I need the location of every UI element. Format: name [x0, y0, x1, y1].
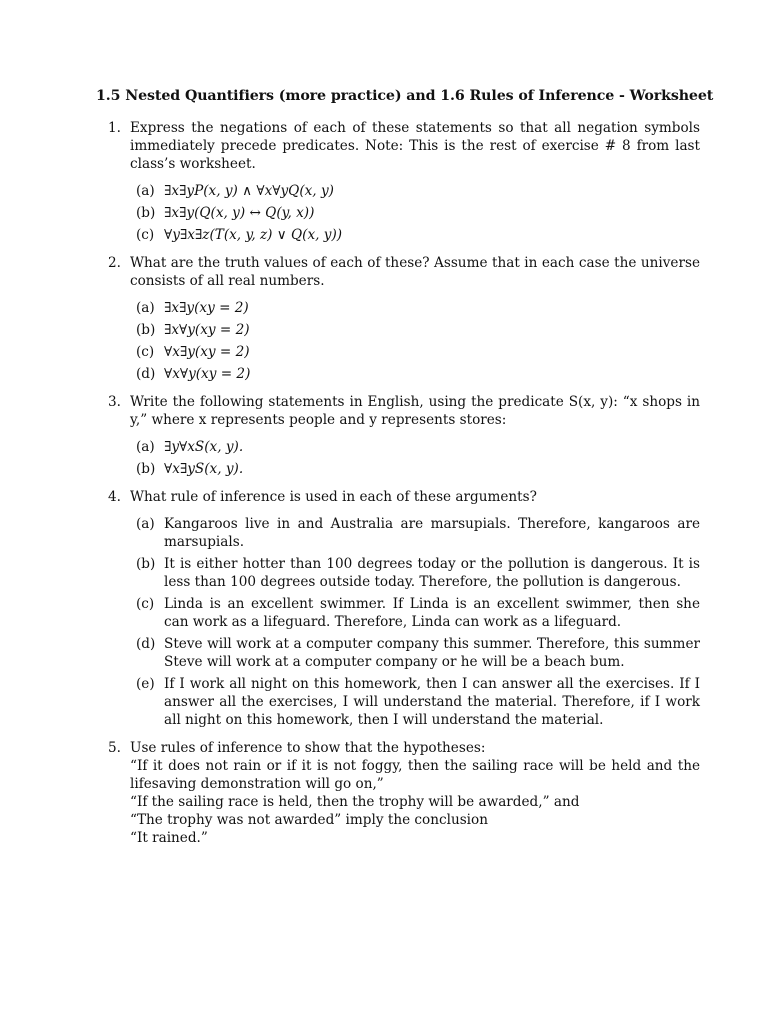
subpart-label: (a) — [136, 439, 155, 455]
subpart-item — [130, 635, 700, 671]
subpart-label: (c) — [136, 344, 155, 360]
subpart-text: ∀x∀y(xy = 2) — [164, 366, 251, 382]
subpart-list — [130, 515, 700, 729]
problem-number: 5. — [108, 740, 121, 756]
subpart-item — [130, 343, 700, 361]
subpart-list — [130, 299, 700, 383]
subpart-text: ∀x∃y(xy = 2) — [164, 344, 250, 360]
subpart-text: ∃x∀y(xy = 2) — [164, 322, 250, 338]
subpart-item — [130, 460, 700, 478]
subpart-item — [130, 299, 700, 317]
subpart-item — [130, 204, 700, 222]
subpart-list — [130, 438, 700, 478]
subpart-item — [130, 555, 700, 591]
subpart-item — [130, 675, 700, 729]
subpart-list — [130, 182, 700, 244]
subpart-item — [130, 182, 700, 200]
hypothesis-line: “If the sailing race is held, then the trophy will be awarded,” and — [130, 794, 580, 810]
problem-prompt: Write the following statements in English, using the predicate S(x, y): “x shops in y,” where x represents people and y represents stores: — [130, 394, 700, 428]
subpart-label: (c) — [136, 227, 155, 243]
problem-number: 4. — [108, 489, 121, 505]
subpart-text: ∀x∃yS(x, y). — [164, 461, 244, 477]
subpart-text: ∃x∃y(xy = 2) — [164, 300, 249, 316]
subpart-label: (c) — [136, 596, 155, 612]
problem-5 — [108, 739, 700, 847]
problem-2 — [108, 254, 700, 383]
subpart-label: (d) — [136, 636, 156, 652]
subpart-label: (d) — [136, 366, 156, 382]
subpart-label: (b) — [136, 556, 156, 572]
subpart-item — [130, 595, 700, 631]
subpart-text: It is either hotter than 100 degrees today or the pollution is dangerous. It is less than 100 degrees outside today. Therefore, the pollution is dangerous. — [164, 556, 700, 590]
subpart-text: If I work all night on this homework, then I can answer all the exercises. If I answer all the exercises, I will understand the material. Therefore, if I work all night on this homework, then I will understand the material. — [164, 676, 700, 728]
subpart-text: ∃x∃y(Q(x, y) ↔ Q(y, x)) — [164, 205, 315, 221]
hypothesis-line: “If it does not rain or if it is not foggy, then the sailing race will be held and the lifesaving demonstration will go on,” — [130, 758, 700, 792]
conclusion-line: “It rained.” — [130, 830, 208, 846]
subpart-label: (b) — [136, 461, 156, 477]
subpart-label: (a) — [136, 516, 155, 532]
problem-prompt: What rule of inference is used in each of these arguments? — [130, 489, 537, 505]
problem-list — [108, 119, 700, 857]
subpart-item — [130, 515, 700, 551]
subpart-text: ∃x∃yP(x, y) ∧ ∀x∀yQ(x, y) — [164, 183, 334, 199]
problem-prompt: Express the negations of each of these statements so that all negation symbols immediately precede predicates. Note: This is the rest of exercise # 8 from last class’s worksheet. — [130, 120, 700, 172]
problem-number: 2. — [108, 255, 121, 271]
hypothesis-line: “The trophy was not awarded” imply the conclusion — [130, 812, 488, 828]
subpart-label: (e) — [136, 676, 155, 692]
subpart-item — [130, 321, 700, 339]
subpart-text: Steve will work at a computer company this summer. Therefore, this summer Steve will work at a computer company or he will be a beach bum. — [164, 636, 700, 670]
problem-1 — [108, 119, 700, 244]
problem-4 — [108, 488, 700, 729]
subpart-label: (b) — [136, 205, 156, 221]
subpart-label: (a) — [136, 300, 155, 316]
subpart-text: ∃y∀xS(x, y). — [164, 439, 244, 455]
problem-number: 3. — [108, 394, 121, 410]
subpart-item — [130, 226, 700, 244]
problem-prompt: Use rules of inference to show that the hypotheses: — [130, 740, 486, 756]
subpart-text: ∀y∃x∃z(T(x, y, z) ∨ Q(x, y)) — [164, 227, 343, 243]
problem-3 — [108, 393, 700, 478]
subpart-item — [130, 438, 700, 456]
subpart-text: Linda is an excellent swimmer. If Linda is an excellent swimmer, then she can work as a lifeguard. Therefore, Linda can work as a lifeguard. — [164, 596, 700, 630]
subpart-text: Kangaroos live in and Australia are marsupials. Therefore, kangaroos are marsupials. — [164, 516, 700, 550]
subpart-label: (a) — [136, 183, 155, 199]
subpart-item — [130, 365, 700, 383]
subpart-label: (b) — [136, 322, 156, 338]
problem-prompt: What are the truth values of each of these? Assume that in each case the universe consists of all real numbers. — [130, 255, 700, 289]
problem-number: 1. — [108, 120, 121, 136]
page-title: 1.5 Nested Quantifiers (more practice) and 1.6 Rules of Inference - Worksheet — [96, 88, 714, 104]
